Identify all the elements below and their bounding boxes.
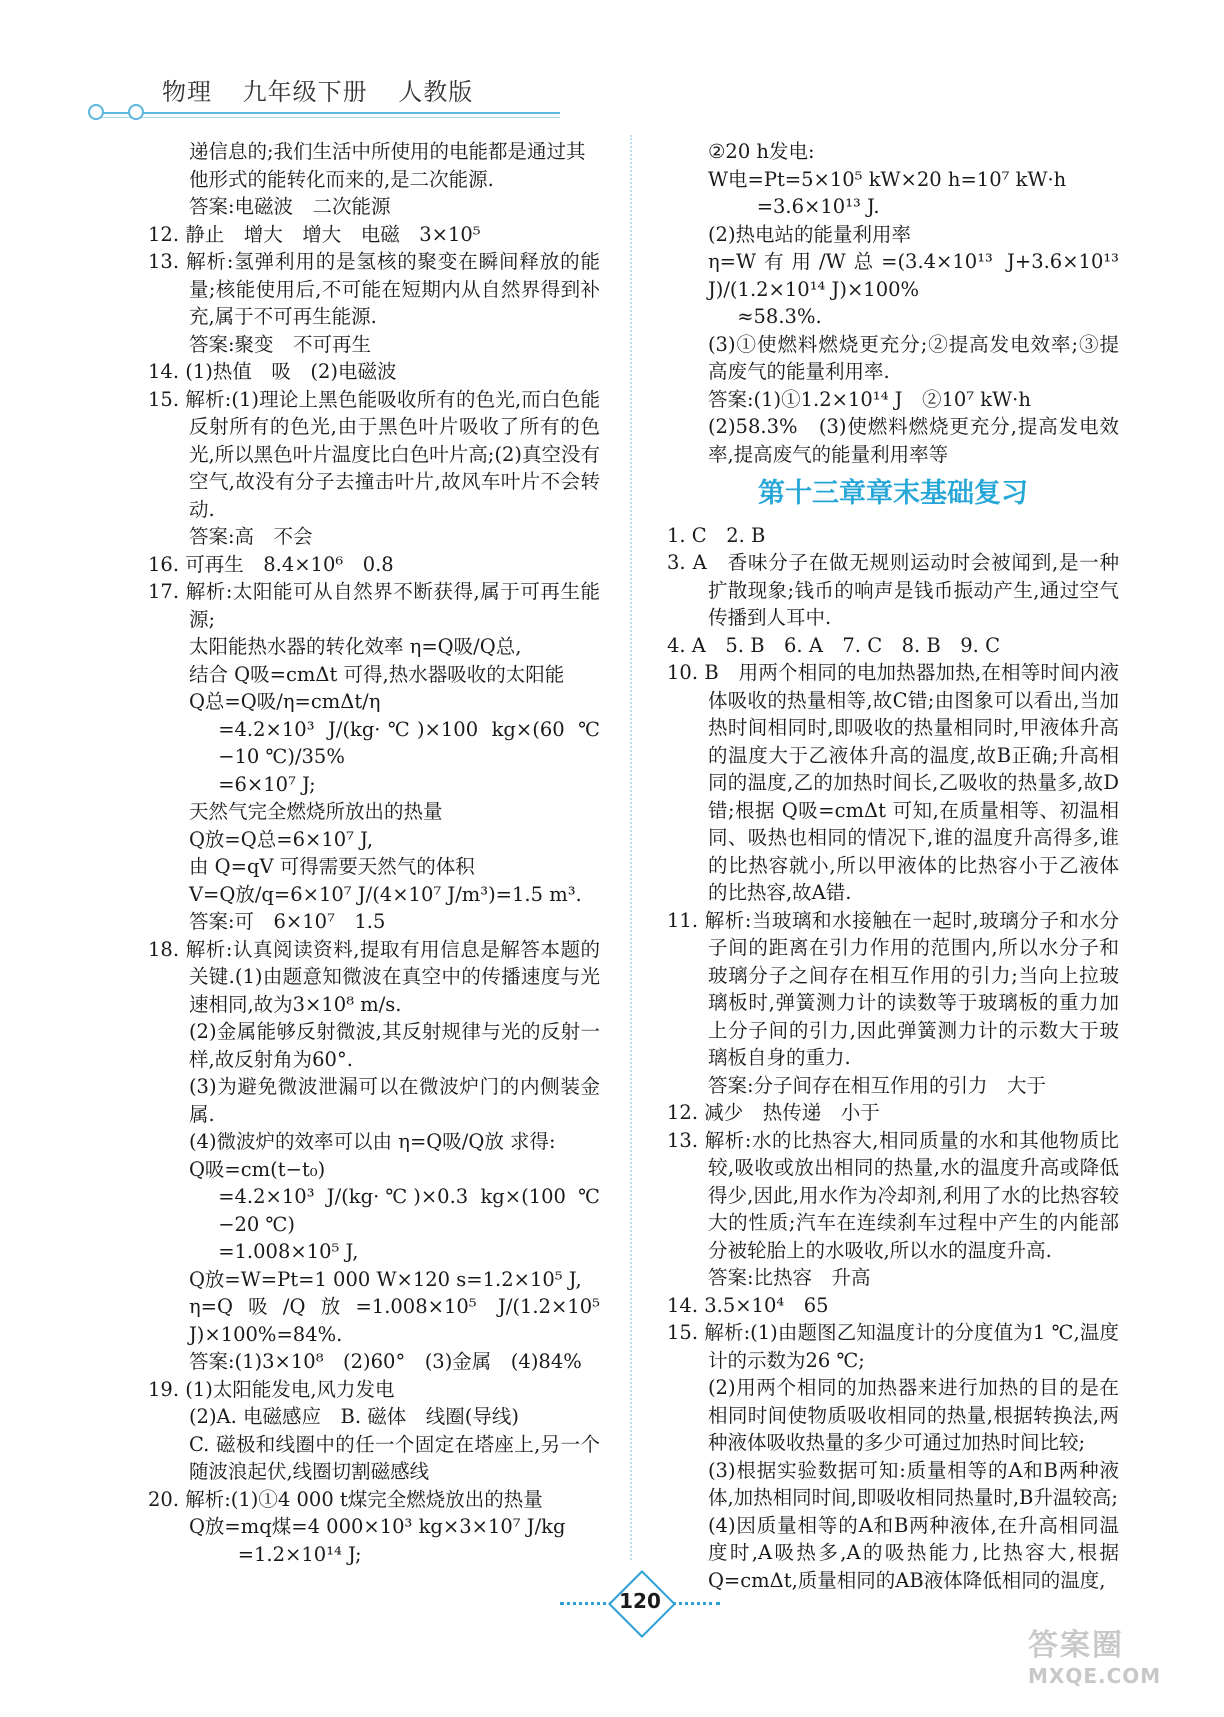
watermark-url: MXQE.COM <box>1028 1664 1162 1688</box>
watermark-logo: 答案圈 <box>1028 1628 1124 1663</box>
text-line: 3. A 香味分子在做无规则运动时会被闻到,是一种扩散现象;钱币的响声是钱币振动产生,通过空气传播到人耳中. <box>667 551 1119 629</box>
right-column-top <box>667 138 1119 468</box>
text-line: =1.008×10⁵ J, <box>218 1240 359 1263</box>
text-line: (2)金属能够反射微波,其反射规律与光的反射一样,故反射角为60°. <box>188 1020 600 1071</box>
text-line: 他形式的能转化而来的,是二次能源. <box>188 167 494 191</box>
text-line: 答案:比热容 升高 <box>707 1266 871 1289</box>
right-column <box>667 138 1119 1594</box>
text-line: 结合 Q吸=cmΔt 可得,热水器吸收的太阳能 <box>188 662 565 686</box>
text-line: 19. (1)太阳能发电,风力发电 <box>148 1377 395 1401</box>
page-number: 120 <box>619 1589 661 1613</box>
header-title <box>162 72 495 107</box>
text-line: =3.6×10¹³ J. <box>756 195 880 218</box>
text-line: (3)根据实验数据可知:质量相等的A和B两种液体,加热相同时间,即吸收相同热量时,B升温较高; <box>707 1458 1119 1509</box>
text-line: 答案:(1)3×10⁸ (2)60° (3)金属 (4)84% <box>188 1350 582 1373</box>
text-line: Q放=mq煤=4 000×10³ kg×3×10⁷ J/kg <box>188 1515 566 1538</box>
text-line: 太阳能热水器的转化效率 η=Q吸/Q总, <box>188 635 522 658</box>
text-line: C. 磁极和线圈中的任一个固定在塔座上,另一个随波浪起伏,线圈切割磁感线 <box>188 1432 600 1483</box>
text-line: 答案:(1)①1.2×10¹⁴ J ②10⁷ kW·h <box>707 387 1031 411</box>
text-line: 10. B 用两个相同的电加热器加热,在相等时间内液体吸收的热量相等,故C错;由图象可以看出,当加热时间相同时,即吸收的热量相同时,甲液体升高的温度大于乙液体升高的温度,故B正确;升高相同的温度,乙的加热时间长,乙吸收的热量多,故D错;根据 Q吸=cmΔt 可知,在质量相等、初温相同、吸热也相同的情况下,谁的温度升高得多,谁的比热容就小,所以甲液体的比热容小于乙液体的比热容,故A错. <box>667 661 1119 904</box>
header-circle-icon <box>128 104 144 120</box>
text-line: 答案:聚变 不可再生 <box>188 332 372 356</box>
text-line: (4)微波炉的效率可以由 η=Q吸/Q放 求得: <box>188 1130 556 1153</box>
left-column <box>148 138 600 1568</box>
header-edition: 人教版 <box>398 78 474 106</box>
text-line: ②20 h发电: <box>707 140 815 163</box>
text-line: Q吸=cm(t−t₀) <box>188 1157 326 1181</box>
text-line: 17. 解析:太阳能可从自然界不断获得,属于可再生能源; <box>148 580 600 631</box>
page-footer <box>560 1575 720 1635</box>
text-line: =4.2×10³ J/(kg·℃)×100 kg×(60 ℃−10 ℃)/35% <box>218 717 600 768</box>
text-line: 14. (1)热值 吸 (2)电磁波 <box>148 360 397 383</box>
text-line: Q放=Q总=6×10⁷ J, <box>188 827 374 851</box>
header-rule <box>100 112 560 114</box>
section-title: 第十三章章末基础复习 <box>758 478 1028 509</box>
text-line: η=W有用/W总=(3.4×10¹³ J+3.6×10¹³ J)/(1.2×10¹⁴ J)×100% <box>707 250 1119 301</box>
text-line: (2)用两个相同的加热器来进行加热的目的是在相同时间使物质吸收相同的热量,根据转换法,两种液体吸收热量的多少可通过加热时间比较; <box>707 1376 1119 1454</box>
text-line: Q放=W=Pt=1 000 W×120 s=1.2×10⁵ J, <box>188 1267 582 1291</box>
text-line: 16. 可再生 8.4×10⁶ 0.8 <box>148 552 394 576</box>
text-line: 20. 解析:(1)①4 000 t煤完全燃烧放出的热量 <box>148 1487 543 1511</box>
header-rule-thin <box>100 117 560 118</box>
text-line: (4)因质量相等的A和B两种液体,在升高相同温度时,A吸热多,A的吸热能力,比热容大,根据Q=cmΔt,质量相同的AB液体降低相同的温度, <box>707 1513 1119 1592</box>
text-line: Q总=Q吸/η=cmΔt/η <box>188 690 381 713</box>
text-line: V=Q放/q=6×10⁷ J/(4×10⁷ J/m³)=1.5 m³. <box>188 882 582 906</box>
watermark <box>1028 1620 1198 1690</box>
text-line: 15. 解析:(1)由题图乙知温度计的分度值为1 ℃,温度计的示数为26 ℃; <box>667 1321 1119 1372</box>
text-line: =6×10⁷ J; <box>218 772 316 796</box>
text-line: 答案:电磁波 二次能源 <box>188 195 391 218</box>
text-line: =4.2×10³ J/(kg·℃)×0.3 kg×(100 ℃−20 ℃) <box>218 1185 600 1236</box>
text-line: (3)为避免微波泄漏可以在微波炉门的内侧装金属. <box>188 1075 600 1126</box>
header-grade: 九年级下册 <box>242 78 368 106</box>
text-line: 递信息的;我们生活中所使用的电能都是通过其 <box>188 140 586 163</box>
text-line: =1.2×10¹⁴ J; <box>237 1542 362 1566</box>
text-line: 15. 解析:(1)理论上黑色能吸收所有的色光,而白色能反射所有的色光,由于黑色叶片吸收了所有的色光,所以黑色叶片温度比白色叶片高;(2)真空没有空气,故没有分子去撞击叶片,故风车叶片不会转动. <box>148 387 600 521</box>
text-line: 答案:可 6×10⁷ 1.5 <box>188 910 386 933</box>
text-line: (2)热电站的能量利用率 <box>707 222 912 246</box>
text-line: 12. 静止 增大 增大 电磁 3×10⁵ <box>148 222 481 246</box>
text-line: 1. C 2. B <box>667 523 766 547</box>
text-line: 13. 解析:氢弹利用的是氢核的聚变在瞬间释放的能量;核能使用后,不可能在短期内从自然界得到补充,属于不可再生能源. <box>148 250 600 328</box>
text-line: η=Q吸/Q放=1.008×10⁵ J/(1.2×10⁵ J)×100%=84%. <box>188 1295 600 1346</box>
text-line: 答案:高 不会 <box>188 525 313 548</box>
text-line: 4. A 5. B 6. A 7. C 8. B 9. C <box>667 633 1000 657</box>
header-circle-icon <box>88 104 104 120</box>
text-line: (2)A. 电磁感应 B. 磁体 线圈(导线) <box>188 1405 519 1428</box>
text-line: ≈58.3%. <box>737 305 822 328</box>
text-line: 18. 解析:认真阅读资料,提取有用信息是解答本题的关键.(1)由题意知微波在真空中的传播速度与光速相同,故为3×10⁸ m/s. <box>148 937 600 1016</box>
text-line: 答案:分子间存在相互作用的引力 大于 <box>707 1073 1047 1097</box>
header-subject: 物理 <box>162 78 212 106</box>
text-line: 13. 解析:水的比热容大,相同质量的水和其他物质比较,吸收或放出相同的热量,水的温度升高或降低得少,因此,用水作为冷却剂,利用了水的比热容较大的性质;汽车在连续刹车过程中产生的内能部分被轮胎上的水吸收,所以水的温度升高. <box>667 1128 1119 1262</box>
column-divider <box>630 135 632 1560</box>
text-line: (2)58.3% (3)使燃料燃烧更充分,提高发电效率,提高废气的能量利用率等 <box>707 415 1119 466</box>
text-line: 由 Q=qV 可得需要天然气的体积 <box>188 855 475 878</box>
text-line: 12. 减少 热传递 小于 <box>667 1101 880 1124</box>
text-line: 11. 解析:当玻璃和水接触在一起时,玻璃分子和水分子间的距离在引力作用的范围内,所以水分子和玻璃分子之间存在相互作用的引力;当向上拉玻璃板时,弹簧测力计的读数等于玻璃板的重力加上分子间的引力,因此弹簧测力计的示数大于玻璃板自身的重力. <box>667 908 1119 1069</box>
right-column-bottom <box>667 522 1119 1595</box>
text-line: 天然气完全燃烧所放出的热量 <box>188 800 443 823</box>
text-line: (3)①使燃料燃烧更充分;②提高发电效率;③提高废气的能量利用率. <box>707 332 1119 383</box>
text-line: W电=Pt=5×10⁵ kW×20 h=10⁷ kW·h <box>707 167 1067 191</box>
text-line: 14. 3.5×10⁴ 65 <box>667 1293 829 1317</box>
page-header <box>0 0 1224 130</box>
